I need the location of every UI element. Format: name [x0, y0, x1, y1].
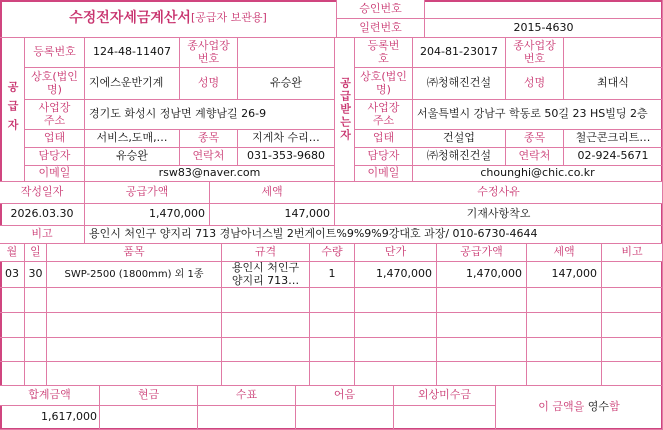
- tax-value: 147,000: [210, 204, 335, 226]
- empty-item-cell: [47, 288, 222, 313]
- empty-item-cell: [355, 313, 437, 338]
- empty-item-cell: [437, 313, 527, 338]
- cash-value: [100, 406, 198, 430]
- empty-item-cell: [25, 362, 47, 386]
- item-qty: 1: [310, 262, 355, 288]
- supply-value: 1,470,000: [85, 204, 210, 226]
- empty-item-cell: [355, 338, 437, 362]
- supplier-contact-label: 담당자: [25, 148, 85, 166]
- receipt-suffix: 함: [609, 400, 620, 414]
- supplier-tel: 031-353-9680: [238, 148, 335, 166]
- buyer-sub-label: 종사업장번호: [506, 38, 564, 68]
- buyer-tel: 02-924-5671: [564, 148, 663, 166]
- empty-item-cell: [25, 313, 47, 338]
- buyer-email-label: 이메일: [355, 166, 413, 182]
- empty-item-cell: [437, 338, 527, 362]
- col-day: 일: [25, 244, 47, 262]
- buyer-tel-label: 연락처: [506, 148, 564, 166]
- approval-value: [425, 0, 663, 19]
- supplier-sub: [238, 38, 335, 68]
- empty-item-cell: [355, 362, 437, 386]
- empty-item-cell: [222, 313, 310, 338]
- buyer-reg-label: 등록번호: [355, 38, 413, 68]
- col-qty: 수량: [310, 244, 355, 262]
- supplier-item: 지게차 수리…: [238, 130, 335, 148]
- buyer-item: 철근콘크리트…: [564, 130, 663, 148]
- supplier-addr: 경기도 화성시 정남면 계향남길 26-9: [85, 100, 335, 130]
- empty-item-cell: [47, 313, 222, 338]
- empty-item-cell: [0, 362, 25, 386]
- empty-item-cell: [25, 338, 47, 362]
- empty-item-cell: [527, 362, 602, 386]
- supplier-side-label: 공급자: [0, 38, 25, 182]
- empty-item-cell: [47, 362, 222, 386]
- total-value: 1,617,000: [0, 406, 100, 430]
- empty-item-cell: [222, 362, 310, 386]
- empty-item-cell: [437, 362, 527, 386]
- supply-label: 공급가액: [85, 182, 210, 204]
- empty-item-cell: [222, 338, 310, 362]
- empty-item-cell: [602, 362, 663, 386]
- buyer-side-label: 공급받는자: [335, 38, 355, 182]
- receipt-prefix: 이 금액을: [538, 400, 585, 414]
- page-subtitle: [공급자 보관용]: [190, 11, 267, 25]
- buyer-item-label: 종목: [506, 130, 564, 148]
- supplier-name: 지에스운반기계: [85, 68, 180, 100]
- note-value: 용인시 처인구 양지리 713 경남아너스빌 2번게이트%9%9%9강대호 과장/ 010-6730-4644: [85, 226, 663, 244]
- col-memo: 비고: [602, 244, 663, 262]
- supplier-rep-label: 성명: [180, 68, 238, 100]
- col-price: 단가: [355, 244, 437, 262]
- buyer-contact: ㈜청해진건설: [413, 148, 506, 166]
- item-spec: 용인시 처인구 양지리 713…: [222, 262, 310, 288]
- date-value: 2026.03.30: [0, 204, 85, 226]
- supplier-email-label: 이메일: [25, 166, 85, 182]
- empty-item-cell: [527, 288, 602, 313]
- item-day: 30: [25, 262, 47, 288]
- buyer-sub: [564, 38, 663, 68]
- supplier-reg: 124-48-11407: [85, 38, 180, 68]
- total-label: 합계금액: [0, 386, 100, 406]
- buyer-rep: 최대식: [564, 68, 663, 100]
- supplier-addr-label: 사업장주소: [25, 100, 85, 130]
- empty-item-cell: [527, 313, 602, 338]
- reason-value: 기재사항착오: [335, 204, 663, 226]
- item-memo: [602, 262, 663, 288]
- buyer-biz-label: 업태: [355, 130, 413, 148]
- credit-value: [394, 406, 496, 430]
- check-value: [198, 406, 296, 430]
- supplier-name-label: 상호(법인명): [25, 68, 85, 100]
- col-name: 품목: [47, 244, 222, 262]
- empty-item-cell: [310, 313, 355, 338]
- buyer-email: chounghi@chic.co.kr: [413, 166, 663, 182]
- supplier-email: rsw83@naver.com: [85, 166, 335, 182]
- supplier-sub-label: 종사업장번호: [180, 38, 238, 68]
- supplier-item-label: 종목: [180, 130, 238, 148]
- empty-item-cell: [602, 338, 663, 362]
- supplier-biz-label: 업태: [25, 130, 85, 148]
- title-cell: [0, 0, 337, 38]
- supplier-contact: 유승완: [85, 148, 180, 166]
- cash-label: 현금: [100, 386, 198, 406]
- serial-value: 2015-4630: [425, 19, 663, 38]
- note-label: 비고: [0, 226, 85, 244]
- supplier-rep: 유승완: [238, 68, 335, 100]
- item-month: 03: [0, 262, 25, 288]
- empty-item-cell: [0, 338, 25, 362]
- col-month: 월: [0, 244, 25, 262]
- buyer-rep-label: 성명: [506, 68, 564, 100]
- item-supply: 1,470,000: [437, 262, 527, 288]
- empty-item-cell: [47, 338, 222, 362]
- col-spec: 규격: [222, 244, 310, 262]
- buyer-addr: 서울특별시 강남구 학동로 50길 23 HS빌딩 2층: [413, 100, 663, 130]
- empty-item-cell: [602, 288, 663, 313]
- page-title: 수정전자세금계산서: [69, 9, 191, 26]
- item-name: SWP-2500 (1800mm) 외 1종: [47, 262, 222, 288]
- receipt-statement: [496, 386, 663, 430]
- empty-item-cell: [437, 288, 527, 313]
- supplier-biz: 서비스,도매,…: [85, 130, 180, 148]
- check-label: 수표: [198, 386, 296, 406]
- credit-label: 외상미수금: [394, 386, 496, 406]
- tax-label: 세액: [210, 182, 335, 204]
- empty-item-cell: [310, 338, 355, 362]
- supplier-tel-label: 연락처: [180, 148, 238, 166]
- buyer-addr-label: 사업장주소: [355, 100, 413, 130]
- date-label: 작성일자: [0, 182, 85, 204]
- supplier-reg-label: 등록번호: [25, 38, 85, 68]
- buyer-name-label: 상호(법인명): [355, 68, 413, 100]
- approval-label: 승인번호: [337, 0, 425, 19]
- bill-label: 어음: [296, 386, 394, 406]
- buyer-biz: 건설업: [413, 130, 506, 148]
- empty-item-cell: [602, 313, 663, 338]
- empty-item-cell: [310, 288, 355, 313]
- buyer-contact-label: 담당자: [355, 148, 413, 166]
- empty-item-cell: [222, 288, 310, 313]
- receipt-word: 영수: [587, 400, 610, 414]
- reason-label: 수정사유: [335, 182, 663, 204]
- col-tax: 세액: [527, 244, 602, 262]
- empty-item-cell: [0, 288, 25, 313]
- empty-item-cell: [527, 338, 602, 362]
- bill-value: [296, 406, 394, 430]
- buyer-name: ㈜청해진건설: [413, 68, 506, 100]
- col-supply: 공급가액: [437, 244, 527, 262]
- item-price: 1,470,000: [355, 262, 437, 288]
- empty-item-cell: [25, 288, 47, 313]
- item-tax: 147,000: [527, 262, 602, 288]
- empty-item-cell: [355, 288, 437, 313]
- empty-item-cell: [310, 362, 355, 386]
- buyer-reg: 204-81-23017: [413, 38, 506, 68]
- empty-item-cell: [0, 313, 25, 338]
- serial-label: 일련번호: [337, 19, 425, 38]
